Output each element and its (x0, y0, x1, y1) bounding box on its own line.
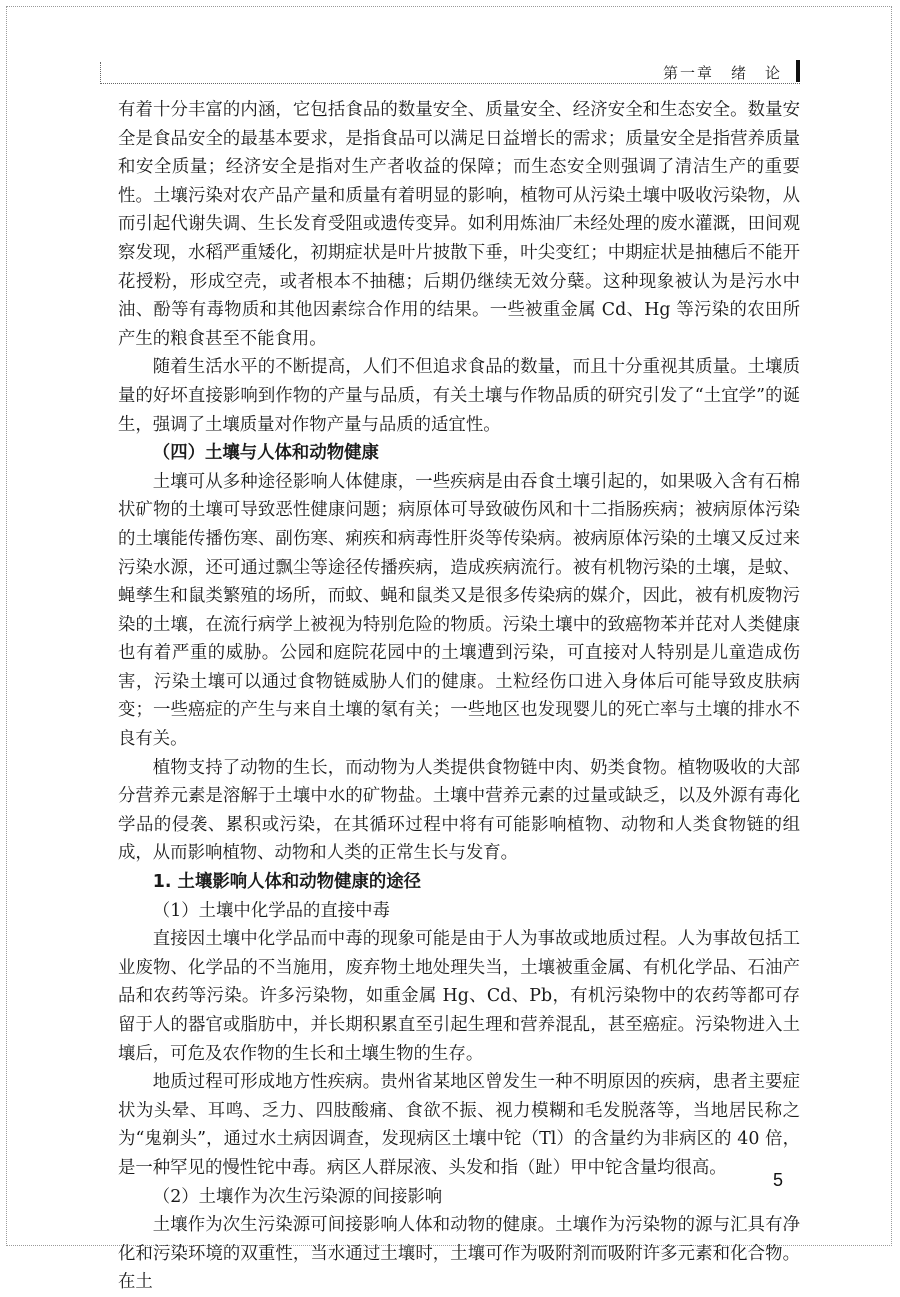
paragraph: 土壤可从多种途径影响人体健康，一些疾病是由吞食土壤引起的，如果吸入含有石棉状矿物的土壤可导致恶性健康问题；病原体可导致破伤风和十二指肠疾病；被病原体污染的土壤能传播伤寒、副伤寒、痢疾和病毒性肝炎等传染病。被病原体污染的土壤又反过来污染水源，还可通过飘尘等途径传播疾病，造成疾病流行。被有机物污染的土壤，是蚊、蝇孳生和鼠类繁殖的场所，而蚊、蝇和鼠类又是很多传染病的媒介，因此，被有机废物污染的土壤，在流行病学上被视为特别危险的物质。污染土壤中的致癌物苯并芘对人类健康也有着严重的威胁。公园和庭院花园中的土壤遭到污染，可直接对人特别是儿童造成伤害，污染土壤可以通过食物链威胁人们的健康。土粒经伤口进入身体后可能导致皮肤病变；一些癌症的产生与来自土壤的氡有关；一些地区也发现婴儿的死亡率与土壤的排水不良有关。 (118, 471, 800, 750)
paragraph: 植物支持了动物的生长，而动物为人类提供食物链中肉、奶类食物。植物吸收的大部分营养元素是溶解于土壤中水的矿物盐。土壤中营养元素的过量或缺乏，以及外源有毒化学品的侵袭、累积或污染，在其循环过程中将有可能影响植物、动物和人类食物链的组成，从而影响植物、动物和人类的正常生长与发育。 (118, 757, 800, 864)
running-header (100, 62, 800, 84)
page-number: 5 (773, 1170, 784, 1190)
paragraph: 地质过程可形成地方性疾病。贵州省某地区曾发生一种不明原因的疾病，患者主要症状为头晕、耳鸣、乏力、四肢酸痛、食欲不振、视力模糊和毛发脱落等，当地居民称之为“鬼剃头”，通过水土病因调查，发现病区土壤中铊（Tl）的含量约为非病区的 40 倍，是一种罕见的慢性铊中毒。病区人群尿液、头发和指（趾）甲中铊含量均很高。 (118, 1072, 800, 1178)
section-heading: （四）土壤与人体和动物健康 (152, 443, 379, 464)
paragraph: 随着生活水平的不断提高，人们不但追求食品的数量，而且十分重视其质量。土壤质量的好坏直接影响到作物的产量与品质，有关土壤与作物品质的研究引发了“土宜学”的诞生，强调了土壤质量对作物产量与品质的适宜性。 (118, 357, 800, 435)
paragraph-continued: 有着十分丰富的内涵，它包括食品的数量安全、质量安全、经济安全和生态安全。数量安全是食品安全的最基本要求，是指食品可以满足日益增长的需求；质量安全是指营养质量和安全质量；经济安全是指对生产者收益的保障；而生态安全则强调了清洁生产的重要性。土壤污染对农产品产量和质量有着明显的影响，植物可从污染土壤中吸收污染物，从而引起代谢失调、生长发育受阻或遗传变异。如利用炼油厂未经处理的废水灌溉，田间观察发现，水稻严重矮化，初期症状是叶片披散下垂，叶尖变红；中期症状是抽穗后不能开花授粉，形成空壳，或者根本不抽穗；后期仍继续无效分蘖。这种现象被认为是污水中油、酚等有毒物质和其他因素综合作用的结果。一些被重金属 Cd、Hg 等污染的农田所产生的粮食甚至不能食用。 (118, 100, 800, 349)
chapter-title: 第一章 绪 论 (662, 64, 782, 82)
header-bar (796, 60, 800, 82)
sub-subsection-heading: （2）土壤作为次生污染源的间接影响 (152, 1186, 443, 1207)
sub-subsection-heading: （1）土壤中化学品的直接中毒 (152, 900, 390, 921)
body-text (118, 96, 800, 1297)
paragraph: 土壤作为次生污染源可间接影响人体和动物的健康。土壤作为污染物的源与汇具有净化和污染环境的双重性，当水通过土壤时，土壤可作为吸附剂而吸附许多元素和化合物。在土 (118, 1215, 800, 1293)
subsection-heading: 1. 土壤影响人体和动物健康的途径 (152, 872, 422, 893)
paragraph: 直接因土壤中化学品而中毒的现象可能是由于人为事故或地质过程。人为事故包括工业废物、化学品的不当施用，废弃物土地处理失当，土壤被重金属、有机化学品、石油产品和农药等污染。许多污染物，如重金属 Hg、Cd、Pb，有机污染物中的农药等都可存留于人的器官或脂肪中，并长期积累直至引起生理和营养混乱，甚至癌症。污染物进入土壤后，可危及农作物的生长和土壤生物的生存。 (118, 929, 800, 1064)
